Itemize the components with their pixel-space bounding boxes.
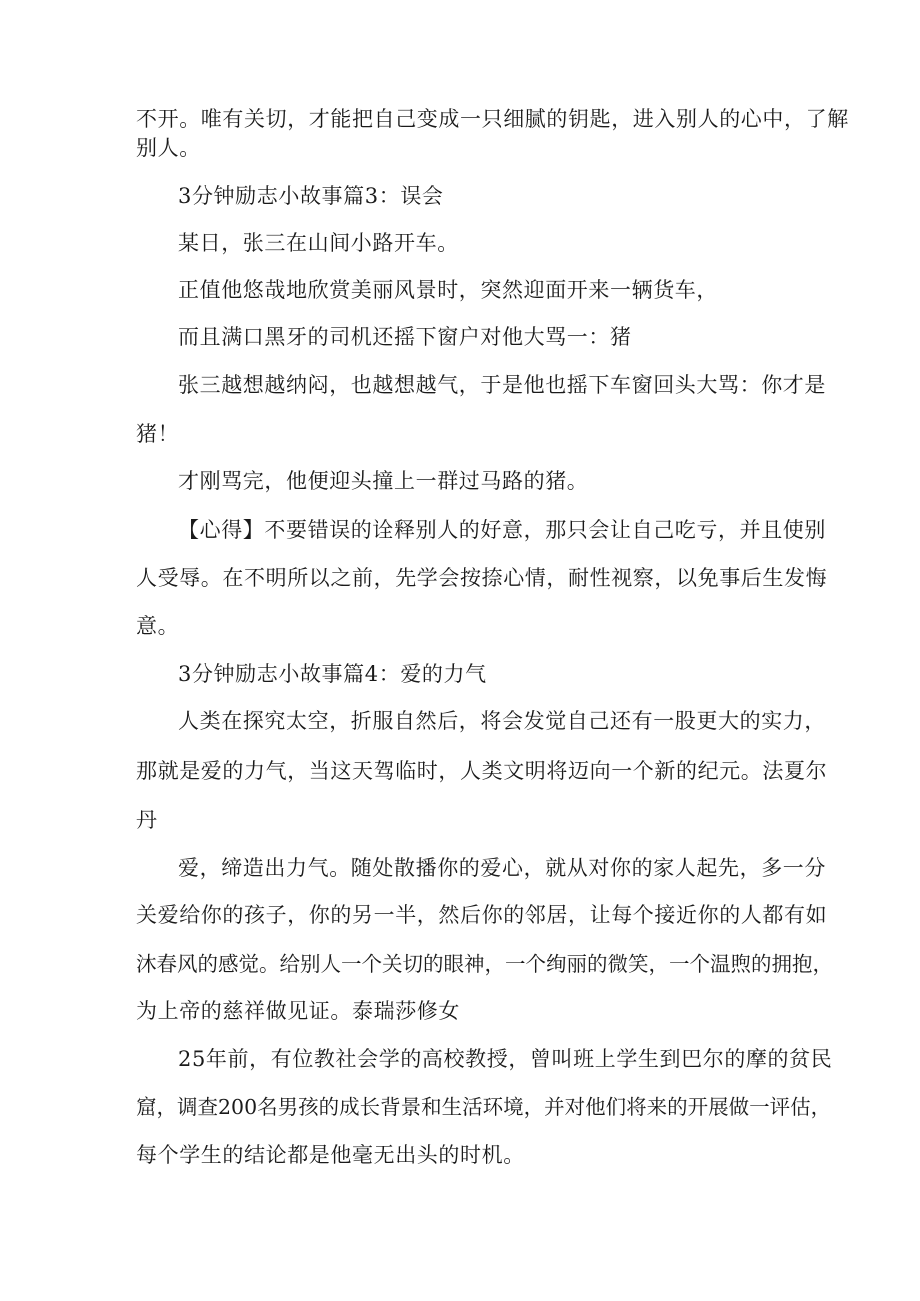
text-line: 每个学生的结论都是他毫无出头的时机。 <box>136 1143 525 1167</box>
text-line: 窟，调查200名男孩的成长背景和生活环境，并对他们将来的开展做一评估， <box>136 1095 832 1119</box>
text-line: 不开。唯有关切，才能把自己变成一只细腻的钥匙，进入别人的心中，了解 <box>136 107 849 131</box>
text-line: 沐春风的感觉。给别人一个关切的眼神，一个绚丽的微笑，一个温煦的拥抱， <box>136 952 833 976</box>
text-line: 人类在探究太空，折服自然后，将会发觉自己还有一股更大的实力， <box>178 709 826 733</box>
text-line: 别人。 <box>136 136 201 160</box>
text-line: 才刚骂完，他便迎头撞上一群过马路的猪。 <box>178 469 589 493</box>
text-line: 关爱给你的孩子，你的另一半，然后你的邻居，让每个接近你的人都有如 <box>136 903 828 927</box>
text-line: 25年前，有位教社会学的高校教授，曾叫班上学生到巴尔的摩的贫民 <box>178 1047 833 1071</box>
section-heading: 3分钟励志小故事篇3：误会 <box>178 184 444 208</box>
text-line: 人受辱。在不明所以之前，先学会按捺心情，耐性视察，以免事后生发悔 <box>136 566 828 590</box>
text-line: 猪！ <box>136 422 180 446</box>
text-line: 某日，张三在山间小路开车。 <box>178 231 459 255</box>
text-line: 张三越想越纳闷，也越想越气，于是他也摇下车窗回头大骂：你才是 <box>178 373 826 397</box>
text-line: 丹 <box>136 808 158 832</box>
text-line: 为上帝的慈祥做见证。泰瑞莎修女 <box>136 999 460 1023</box>
text-line: 而且满口黑牙的司机还摇下窗户对他大骂一：猪 <box>178 325 632 349</box>
text-line: 那就是爱的力气，当这天驾临时，人类文明将迈向一个新的纪元。法夏尔 <box>136 759 828 783</box>
text-line: 【心得】不要错误的诠释别人的好意，那只会让自己吃亏，并且使别 <box>178 518 826 542</box>
text-line: 意。 <box>136 614 180 638</box>
text-line: 爱，缔造出力气。随处散播你的爱心，就从对你的家人起先，多一分 <box>178 856 826 880</box>
section-heading: 3分钟励志小故事篇4：爱的力气 <box>178 662 487 686</box>
text-line: 正值他悠哉地欣赏美丽风景时，突然迎面开来一辆货车， <box>178 278 718 302</box>
